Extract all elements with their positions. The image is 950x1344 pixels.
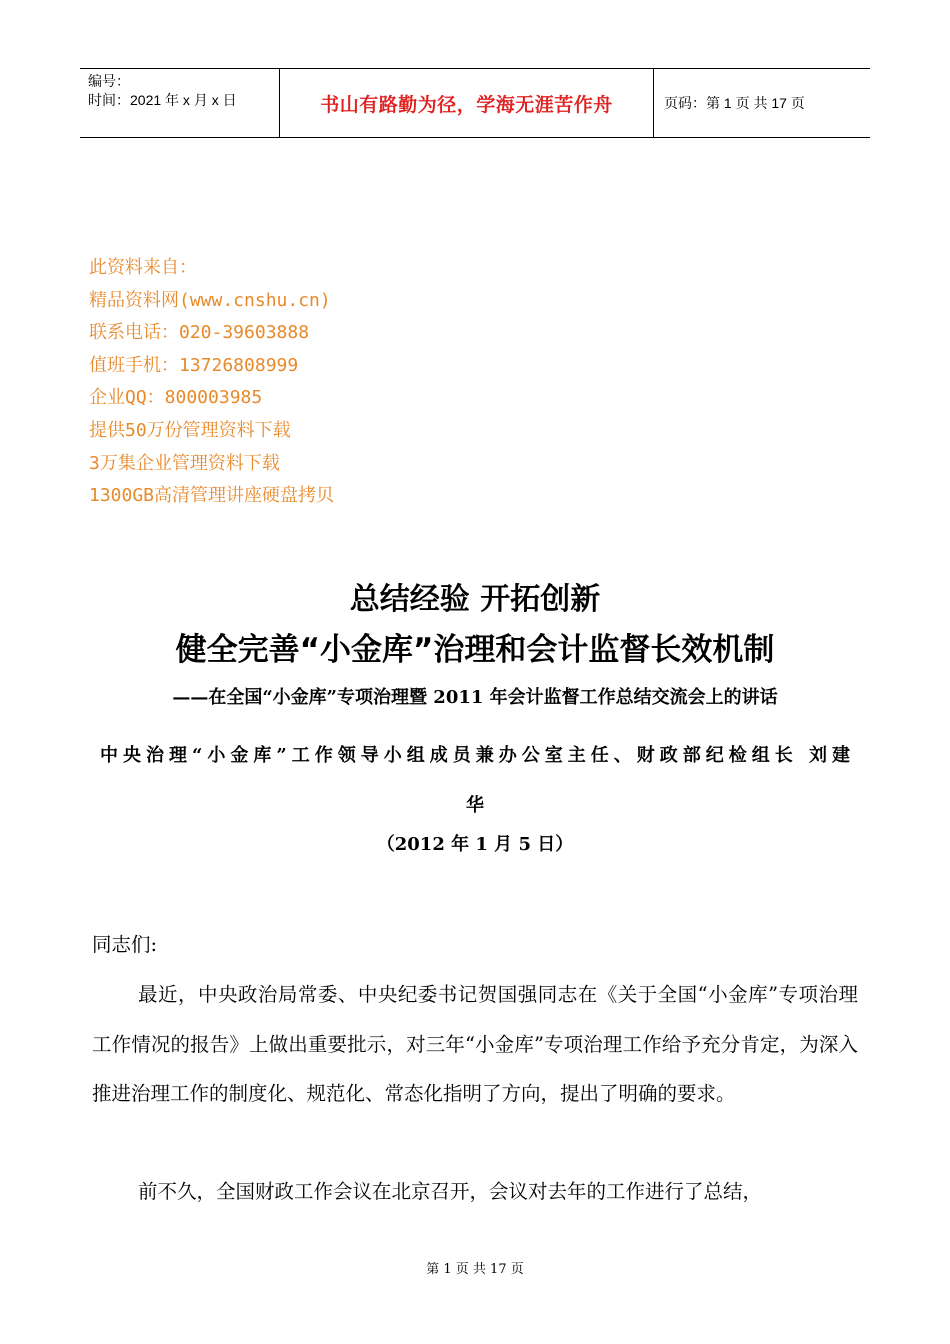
document-title-line2: 健全完善“小金库”治理和会计监督长效机制 xyxy=(175,632,775,668)
header-time-label: 时间：2021 年 x 月 x 日 xyxy=(88,92,237,108)
paragraph-2: 前不久，全国财政工作会议在北京召开，会议对去年的工作进行了总结， xyxy=(138,1180,763,1203)
document-title-line1: 总结经验 开拓创新 xyxy=(349,582,601,617)
page-footer: 第 1 页 共 17 页 xyxy=(426,1262,524,1277)
header-motto: 书山有路勤为径，学海无涯苦作舟 xyxy=(280,69,654,137)
header-number-label: 编号： xyxy=(88,73,130,89)
speaker-line2: 华 xyxy=(466,795,484,816)
source-line: 1300GB高清管理讲座硬盘拷贝 xyxy=(89,485,335,507)
speaker-block xyxy=(100,731,850,831)
source-line: 联系电话：020-39603888 xyxy=(89,322,310,344)
source-line: 企业QQ：800003985 xyxy=(89,387,263,409)
document-header xyxy=(80,68,870,138)
source-line: 此资料来自： xyxy=(89,257,197,278)
source-line: 值班手机：13726808999 xyxy=(89,354,299,376)
source-info-block xyxy=(89,252,334,513)
greeting: 同志们: xyxy=(92,933,158,956)
source-line: 提供50万份管理资料下载 xyxy=(89,419,291,441)
speaker-line1: 中央治理“小金库”工作领导小组成员兼办公室主任、财政部纪检组长 刘建 xyxy=(100,745,850,766)
source-line: 3万集企业管理资料下载 xyxy=(89,452,280,474)
source-line: 精品资料网(www.cnshu.cn) xyxy=(89,289,331,311)
header-meta xyxy=(80,69,280,137)
speech-date: （2012 年 1 月 5 日） xyxy=(376,834,574,855)
paragraph-1: 最近，中央政治局常委、中央纪委书记贺国强同志在《关于全国“小金库”专项治理工作情况的报告》上做出重要批示，对三年“小金库”专项治理工作给予充分肯定，为深入推进治理工作的制度化、规范化、常态化指明了方向，提出了明确的要求。 xyxy=(92,983,858,1105)
header-page-info: 页码：第 1 页 共 17 页 xyxy=(664,95,805,111)
document-subtitle: ——在全国“小金库”专项治理暨 2011 年会计监督工作总结交流会上的讲话 xyxy=(172,687,778,708)
